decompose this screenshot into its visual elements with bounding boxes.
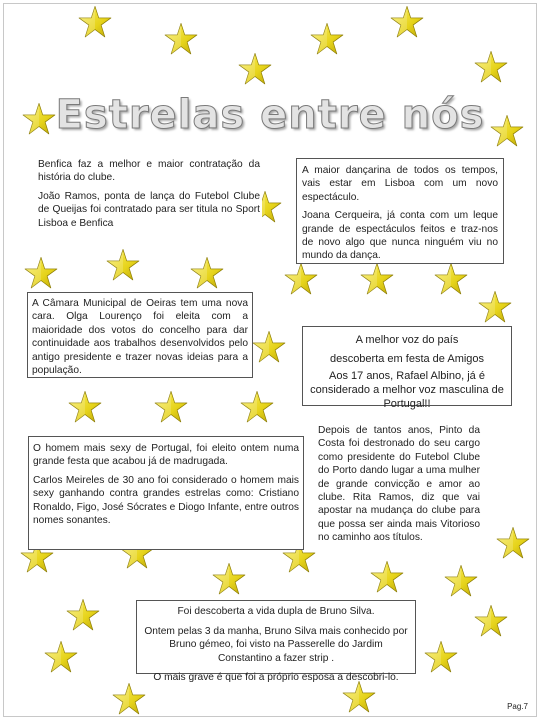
article-text: Ontem pelas 3 da manha, Bruno Silva mais conhecido por Bruno gémeo, foi visto na Passerelle do Jardim Constantino a fazer strip . — [144, 625, 408, 664]
star-icon — [190, 256, 224, 290]
star-icon — [112, 682, 146, 716]
star-icon — [240, 390, 274, 424]
star-icon — [68, 390, 102, 424]
star-icon — [360, 262, 394, 296]
star-icon — [284, 262, 318, 296]
article-futebol — [316, 424, 482, 548]
star-icon — [370, 560, 404, 594]
article-text: Carlos Meireles de 30 ano foi considerado o homem mais sexy ganhando contra grandes estrelas como: Cristiano Ronaldo, Figo, José Sócrates e Diogo Infante, entre outros nomes sonantes. — [33, 474, 299, 527]
star-icon — [252, 330, 286, 364]
star-icon — [474, 604, 508, 638]
article-text: A maior dançarina de todos os tempos, vais estar em Lisboa com um novo espectáculo. — [302, 165, 498, 203]
article-voz — [302, 326, 512, 410]
article-text: Foi descoberta a vida dupla de Bruno Silva. — [177, 606, 375, 617]
article-text: O mais grave é que foi a próprio esposa a descobri-lo. — [153, 672, 399, 683]
star-icon — [444, 564, 478, 598]
star-icon — [310, 22, 344, 56]
star-icon — [474, 50, 508, 84]
article-text: Benfica faz a melhor e maior contratação da história do clube. — [38, 159, 260, 184]
article-bruno — [136, 600, 416, 683]
star-icon — [66, 598, 100, 632]
article-text: Aos 17 anos, Rafael Albino, já é considerado a melhor voz masculina de Portugal!! — [310, 370, 504, 410]
star-icon — [238, 52, 272, 86]
star-icon — [212, 562, 246, 596]
star-icon — [106, 248, 140, 282]
star-icon — [478, 290, 512, 324]
star-icon — [44, 640, 78, 674]
article-text: A Câmara Municipal de Oeiras tem uma nova cara. Olga Lourenço foi eleita com a maioridade dos votos do concelho para dar continuidade aos trabalhos desenvolvidos pelo antigo presidente e trazer novas ideias para a população. — [32, 298, 248, 377]
star-icon — [154, 390, 188, 424]
article-text: descoberta em festa de Amigos — [329, 353, 485, 365]
page-number: Pag.7 — [507, 702, 528, 711]
star-icon — [390, 5, 424, 39]
article-text: João Ramos, ponta de lança do Futebol Clube de Queijas foi contratado para ser titula no Sport Lisboa e Benfica — [38, 190, 260, 229]
star-icon — [78, 5, 112, 39]
article-sexy — [28, 436, 304, 550]
article-text: O homem mais sexy de Portugal, foi eleito ontem numa grande festa que acabou já de madrugada. — [33, 443, 299, 468]
page-title: Estrelas entre nós — [55, 92, 485, 138]
article-dancarina — [296, 158, 504, 264]
star-icon — [24, 256, 58, 290]
star-icon — [434, 262, 468, 296]
star-icon — [342, 680, 376, 714]
article-text: Depois de tantos anos, Pinto da Costa foi destronado do seu cargo como presidente do Futebol Clube do Porto dando lugar a uma mulher de grande convicção e amor ao clube. Rita Ramos, diz que vai apostar na mudança do clube para que possa ser ainda mais Vitorioso no caminho aos títulos. — [318, 425, 480, 544]
article-oeiras — [27, 292, 253, 378]
article-text: Joana Cerqueira, já conta com um leque grande de espectáculos feitos e traz-nos de novo algo que nunca ninguém viu no mundo da dança. — [302, 210, 498, 262]
star-icon — [164, 22, 198, 56]
star-icon — [496, 526, 530, 560]
article-text: A melhor voz do país — [355, 334, 459, 346]
article-benfica — [36, 156, 262, 238]
star-icon — [424, 640, 458, 674]
